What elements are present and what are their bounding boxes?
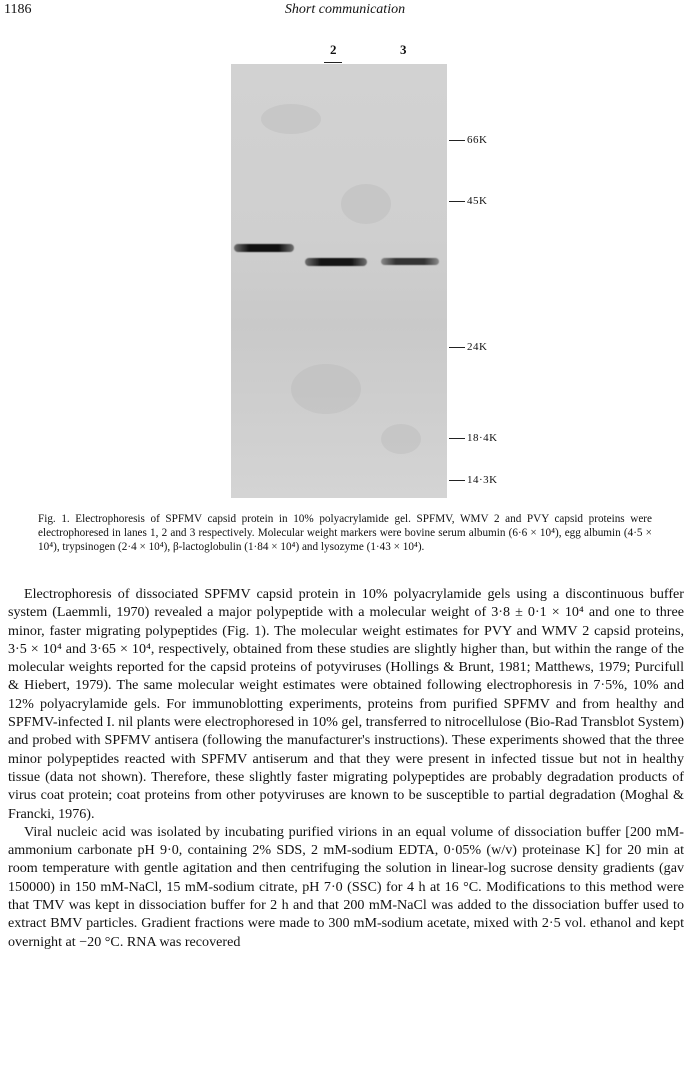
gel-band-lane-2 [305,258,367,266]
running-title: Short communication [284,2,406,17]
page-number: 1186 [4,2,32,17]
lane-label-2: 2 [330,42,337,57]
marker-45k: 45K [449,195,487,207]
marker-18-4k: 18·4K [449,432,498,444]
figure-caption: Fig. 1. Electrophoresis of SPFMV capsid protein in 10% polyacrylamide gel. SPFMV, WMV 2 and PVY capsid proteins were electrophoresed in lanes 1, 2 and 3 respectively. Molecular weight markers were bovine serum albumin (6·6 × 10⁴), egg albumin (4·5 × 10⁴), trypsinogen (2·4 × 10⁴), β-lactoglobulin (1·84 × 10⁴) and lysozyme (1·43 × 10⁴). [38,513,652,553]
gel-band-lane-3 [381,258,439,265]
body-text [8,585,684,951]
gel-image [231,64,447,498]
marker-14-3k: 14·3K [449,474,498,486]
paragraph-2: Viral nucleic acid was isolated by incubating purified virions in an equal volume of dissociation buffer [200 mM-ammonium carbonate pH 9·0, containing 2% SDS, 2 mM-sodium EDTA, 0·05% (w/v) proteinase K] for 20 min at room temperature with gentle agitation and then centrifuging the solution in linear-log sucrose density gradients (gav 150000) in 150 mM-NaCl, 15 mM-sodium citrate, pH 7·0 (SSC) for 4 h at 16 °C. Modifications to this method were that TMV was kept in dissociation buffer for 2 h and that 200 mM-NaCl was added to the dissociation buffer used to extract BMV particles. Gradient fractions were made to 300 mM-sodium acetate, mixed with 2·5 vol. ethanol and kept overnight at −20 °C. RNA was recovered [8,823,684,950]
page-header [4,2,686,24]
lane-label-3: 3 [400,42,407,57]
paragraph-1: Electrophoresis of dissociated SPFMV capsid protein in 10% polyacrylamide gels using a discontinuous buffer system (Laemmli, 1970) revealed a major polypeptide with a molecular weight of 3·8 ± 0·1 × 10⁴ and one to three minor, faster migrating polypeptides (Fig. 1). The molecular weight estimates for PVY and WMV 2 capsid proteins, 3·5 × 10⁴ and 3·65 × 10⁴, respectively, obtained from these studies are slightly higher than, but within the range of the molecular weights reported for the capsid proteins of potyviruses (Hollings & Brunt, 1981; Matthews, 1979; Purcifull & Hiebert, 1979). The same molecular weight estimates were obtained following electrophoresis in 7·5%, 10% and 12% polyacrylamide gels. For immunoblotting experiments, proteins from purified SPFMV and from healthy and SPFMV-infected I. nil plants were electrophoresed in 10% gel, transferred to nitrocellulose (Bio-Rad Transblot System) and probed with SPFMV antisera (following the manufacturer's instructions). These experiments showed that the three minor polypeptides reacted with SPFMV antiserum and that they were present in infected tissue but not in healthy tissue (data not shown). Therefore, these slightly faster migrating polypeptides are probably degradation products of virus coat protein; coat proteins from other potyviruses are known to be susceptible to partial degradation (Moghal & Francki, 1976). [8,586,684,822]
marker-24k: 24K [449,341,487,353]
gel-band-lane-1 [234,244,294,252]
lane-underline [324,62,342,63]
marker-66k: 66K [449,134,487,146]
